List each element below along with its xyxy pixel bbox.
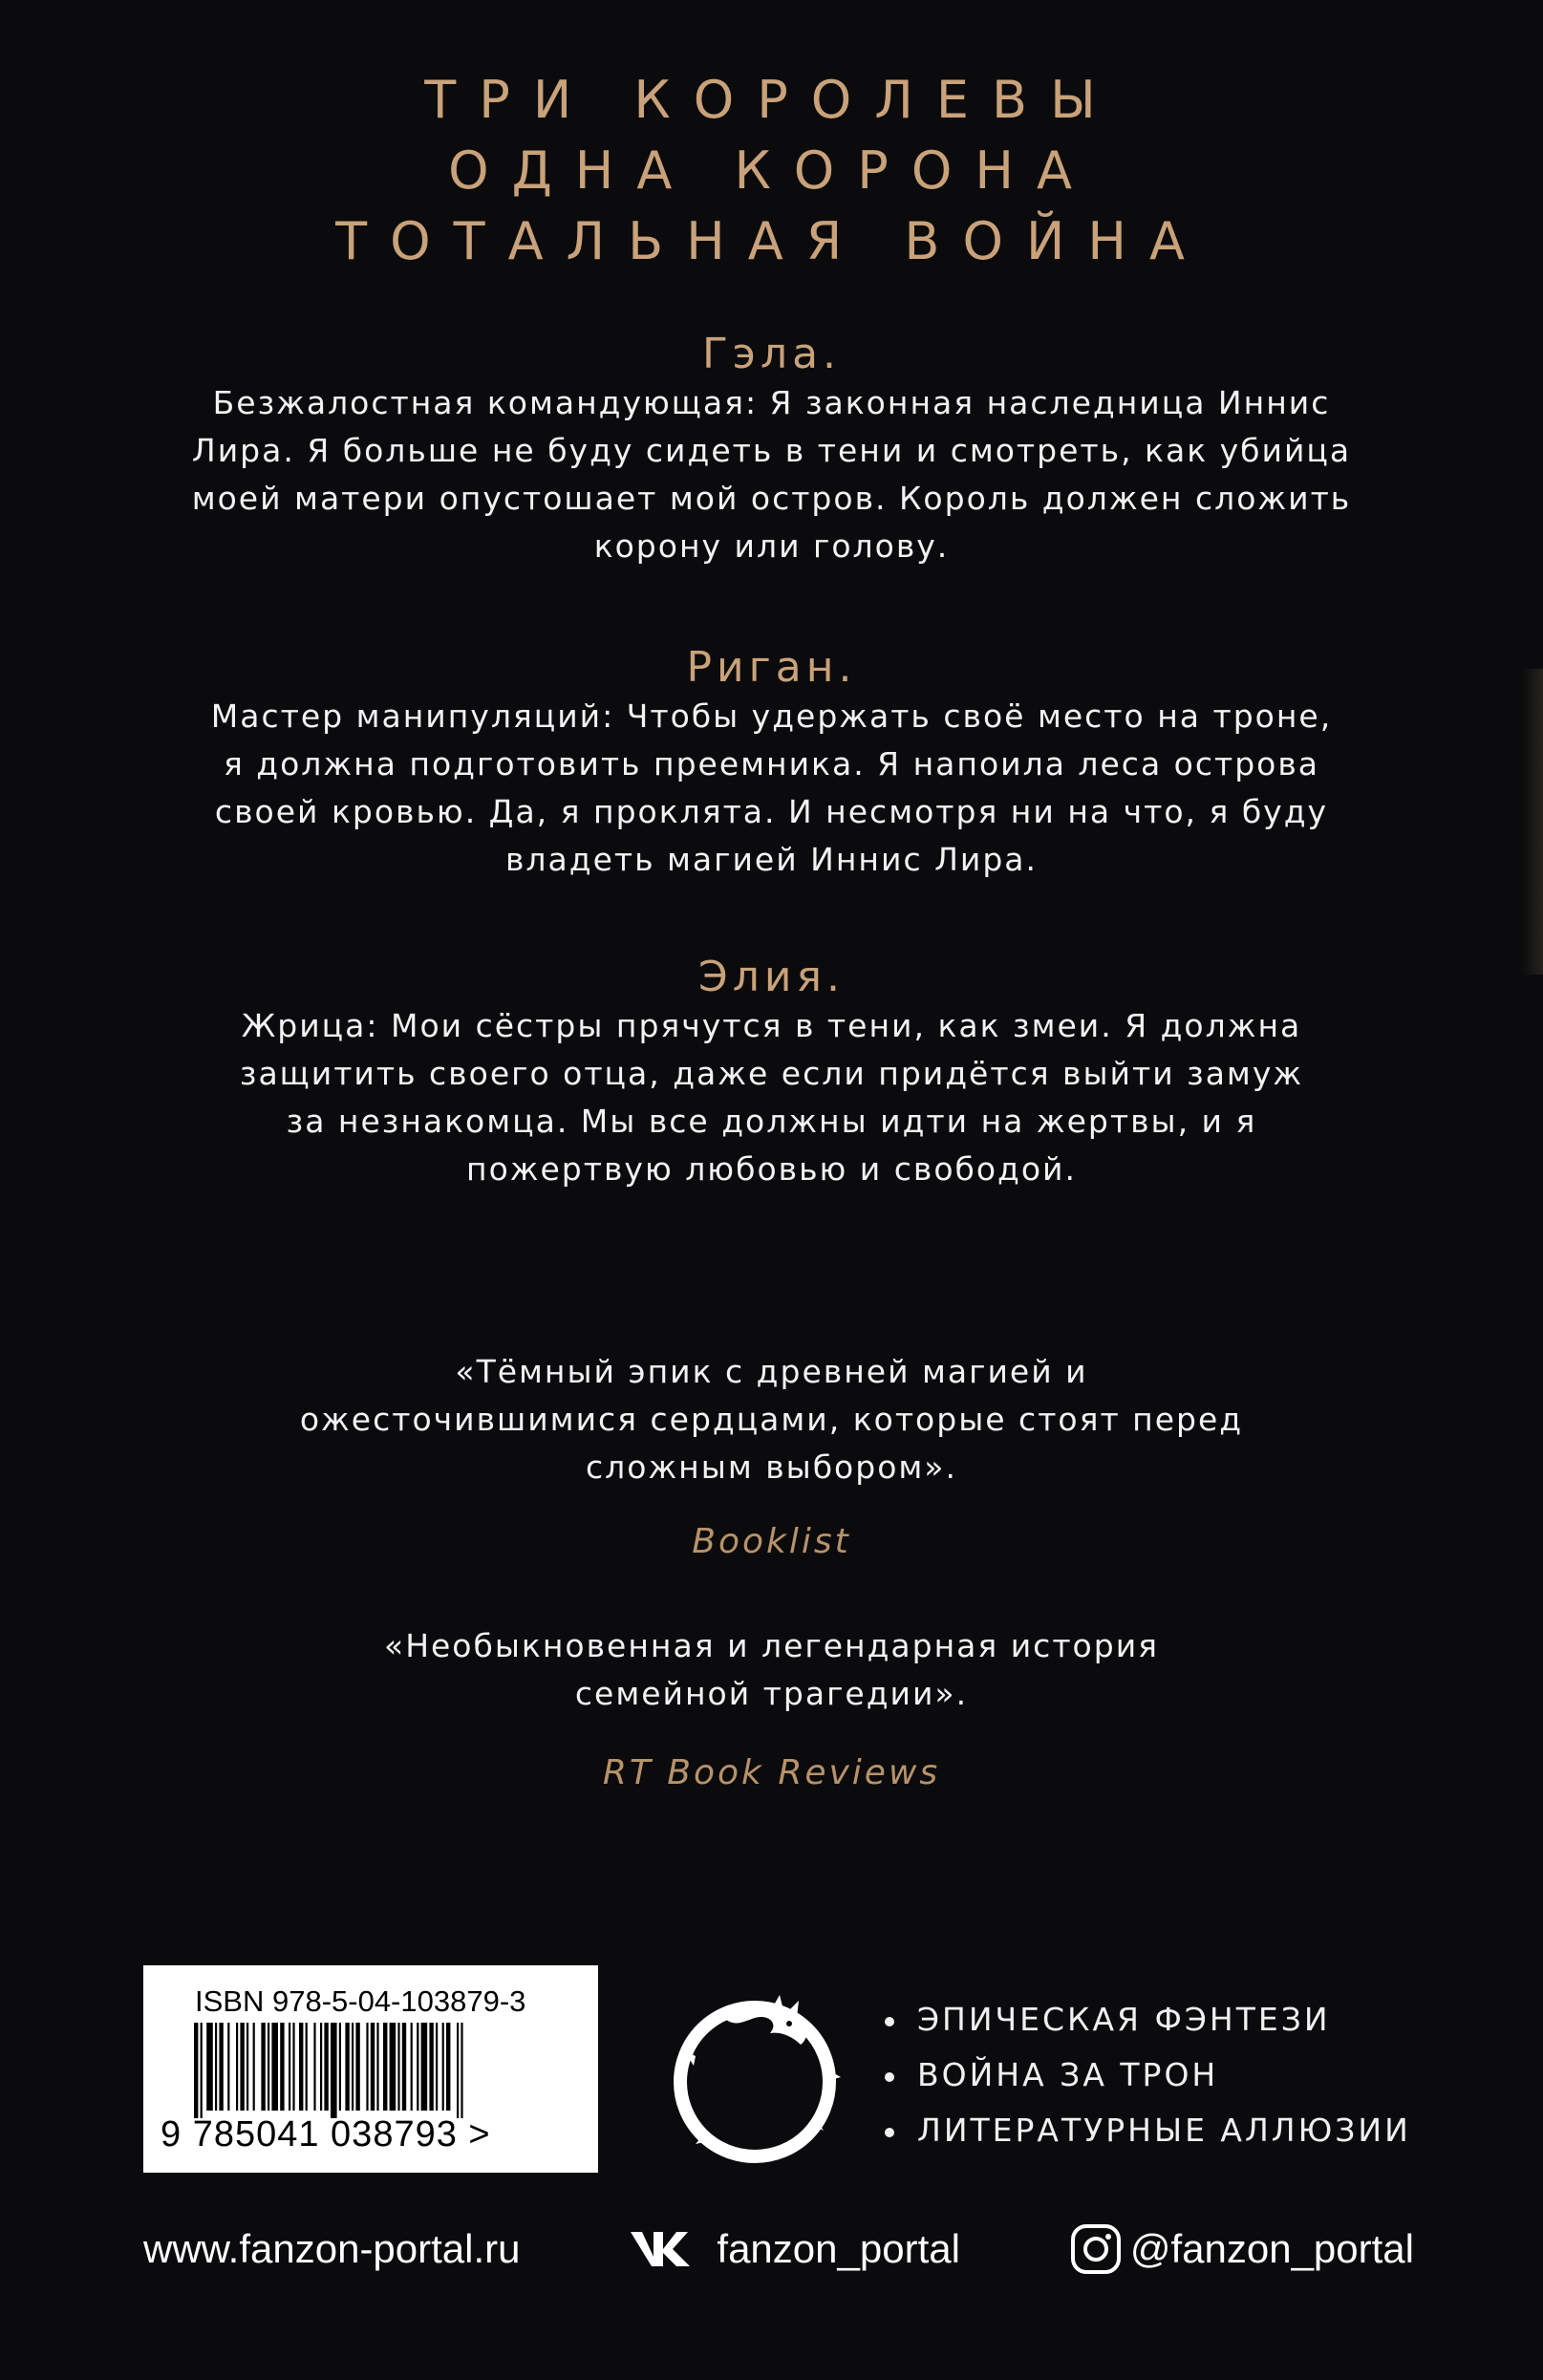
barcode-bar: [429, 2023, 433, 2111]
isbn-label: ISBN 978-5-04-103879-3: [195, 1984, 526, 2018]
barcode-bar: [371, 2023, 375, 2111]
section-line: я должна подготовить преемника. Я напоила леса острова: [223, 745, 1320, 783]
website-link[interactable]: www.fanzon-portal.ru: [143, 2226, 521, 2271]
section-title-gela: Гэла.: [701, 330, 842, 378]
section-title-rigan: Риган.: [686, 643, 857, 692]
barcode-bar: [352, 2023, 354, 2111]
barcode-bar: [306, 2023, 308, 2111]
barcode-bar: [201, 2023, 203, 2118]
footer-contacts: [143, 2220, 1414, 2278]
section-title-elia: Элия.: [698, 953, 845, 1001]
barcode-bar: [457, 2023, 459, 2118]
barcode-bar: [313, 2023, 315, 2111]
review-source-2: RT Book Reviews: [602, 1753, 941, 1792]
section-line: за незнакомца. Мы все должны идти на жертвы, и я: [286, 1103, 1257, 1140]
website-item[interactable]: [143, 2226, 521, 2272]
barcode-bar: [236, 2023, 238, 2111]
instagram-icon: [1069, 2222, 1123, 2276]
barcode-bar: [421, 2023, 428, 2111]
tagline-1: ТРИ КОРОЛЕВЫ: [424, 70, 1119, 130]
review-source-1: Booklist: [692, 1522, 851, 1561]
section-line: Жрица: Мои сёстры прячутся в тени, как змеи. Я должна: [241, 1007, 1302, 1044]
vk-icon: [629, 2228, 709, 2270]
section-text-rigan: [143, 693, 1400, 884]
quote-line: семейной трагедии».: [574, 1675, 969, 1712]
barcode-bar: [339, 2023, 341, 2111]
section-line: моей матери опустошает мой остров. Король должен сложить: [191, 480, 1352, 517]
barcode-bar: [345, 2023, 349, 2111]
barcode-bar: [280, 2023, 284, 2111]
section-line: Безжалостная командующая: Я законная наследница Иннис: [212, 384, 1331, 421]
instagram-item[interactable]: [1069, 2222, 1414, 2276]
tagline-3: ТОТАЛЬНАЯ ВОЙНА: [335, 211, 1208, 271]
barcode-digits: 9 785041 038793 >: [161, 2114, 491, 2155]
genre-item: ЭПИЧЕСКАЯ ФЭНТЕЗИ: [879, 1992, 1411, 2048]
quote-line: «Необыкновенная и легендарная история: [384, 1627, 1159, 1664]
section-line: своей кровью. Да, я проклята. И несмотря ни на что, я буду: [214, 793, 1329, 830]
barcode-bar: [206, 2023, 213, 2111]
barcode-bar: [376, 2023, 378, 2111]
barcode-bar: [417, 2023, 418, 2111]
barcode-bar: [442, 2023, 444, 2111]
barcode-bar: [227, 2023, 229, 2111]
genre-item: ВОЙНА ЗА ТРОН: [879, 2048, 1411, 2103]
barcode-bar: [397, 2023, 399, 2111]
barcode-bar: [292, 2023, 294, 2111]
barcode-bar: [299, 2023, 303, 2111]
barcode-bar: [461, 2023, 462, 2118]
quote-line: сложным выбором».: [586, 1448, 957, 1486]
vk-item[interactable]: [629, 2226, 960, 2272]
barcode-bar: [324, 2023, 328, 2111]
barcode-bar: [355, 2023, 359, 2111]
quote-line: «Тёмный эпик с древней магией и: [455, 1353, 1088, 1390]
barcode-bar: [366, 2023, 368, 2111]
barcode-bar: [411, 2023, 413, 2111]
barcode-bar: [331, 2023, 337, 2118]
section-line: Лира. Я больше не буду сидеть в тени и смотреть, как убийца: [191, 432, 1352, 469]
tagline-2: ОДНА КОРОНА: [448, 140, 1095, 201]
barcode-bar: [246, 2023, 248, 2111]
barcode-bar: [446, 2023, 450, 2111]
instagram-handle[interactable]: @fanzon_portal: [1129, 2226, 1414, 2271]
section-line: владеть магией Иннис Лира.: [504, 841, 1039, 878]
genre-list: [879, 1992, 1411, 2158]
barcode-bar: [219, 2023, 223, 2111]
ouroboros-dragon-icon: [667, 1989, 844, 2166]
section-line: защитить своего отца, даже если придётся выйти замуж: [239, 1055, 1304, 1092]
section-line: пожертвую любовью и свободой.: [466, 1150, 1077, 1188]
edge-glow: [1522, 669, 1543, 975]
barcode-bar: [268, 2023, 269, 2111]
section-line: Мастер манипуляций: Чтобы удержать своё место на троне,: [210, 697, 1333, 735]
review-quote-2: [143, 1622, 1400, 1718]
barcode-bar: [390, 2023, 396, 2111]
barcode-bar: [194, 2023, 198, 2118]
barcode-bar: [240, 2023, 244, 2111]
barcode-bar: [436, 2023, 438, 2111]
genre-item: ЛИТЕРАТУРНЫЕ АЛЛЮЗИИ: [879, 2103, 1411, 2158]
quote-line: ожесточившимися сердцами, которые стоят перед: [299, 1401, 1244, 1438]
barcode-bar: [320, 2023, 322, 2111]
section-text-elia: [143, 1002, 1400, 1193]
review-quote-1: [143, 1348, 1400, 1491]
barcode-bars: [194, 2023, 574, 2118]
barcode-bar: [383, 2023, 387, 2111]
barcode-bar: [261, 2023, 265, 2111]
barcode-bar: [271, 2023, 278, 2111]
barcode-bar: [215, 2023, 217, 2111]
barcode-bar: [402, 2023, 406, 2111]
section-text-gela: [143, 379, 1400, 570]
barcode-bar: [253, 2023, 255, 2111]
section-line: корону или голову.: [593, 527, 950, 565]
vk-handle[interactable]: fanzon_portal: [717, 2226, 960, 2271]
barcode-bar: [289, 2023, 290, 2111]
isbn-barcode: [143, 1965, 598, 2173]
